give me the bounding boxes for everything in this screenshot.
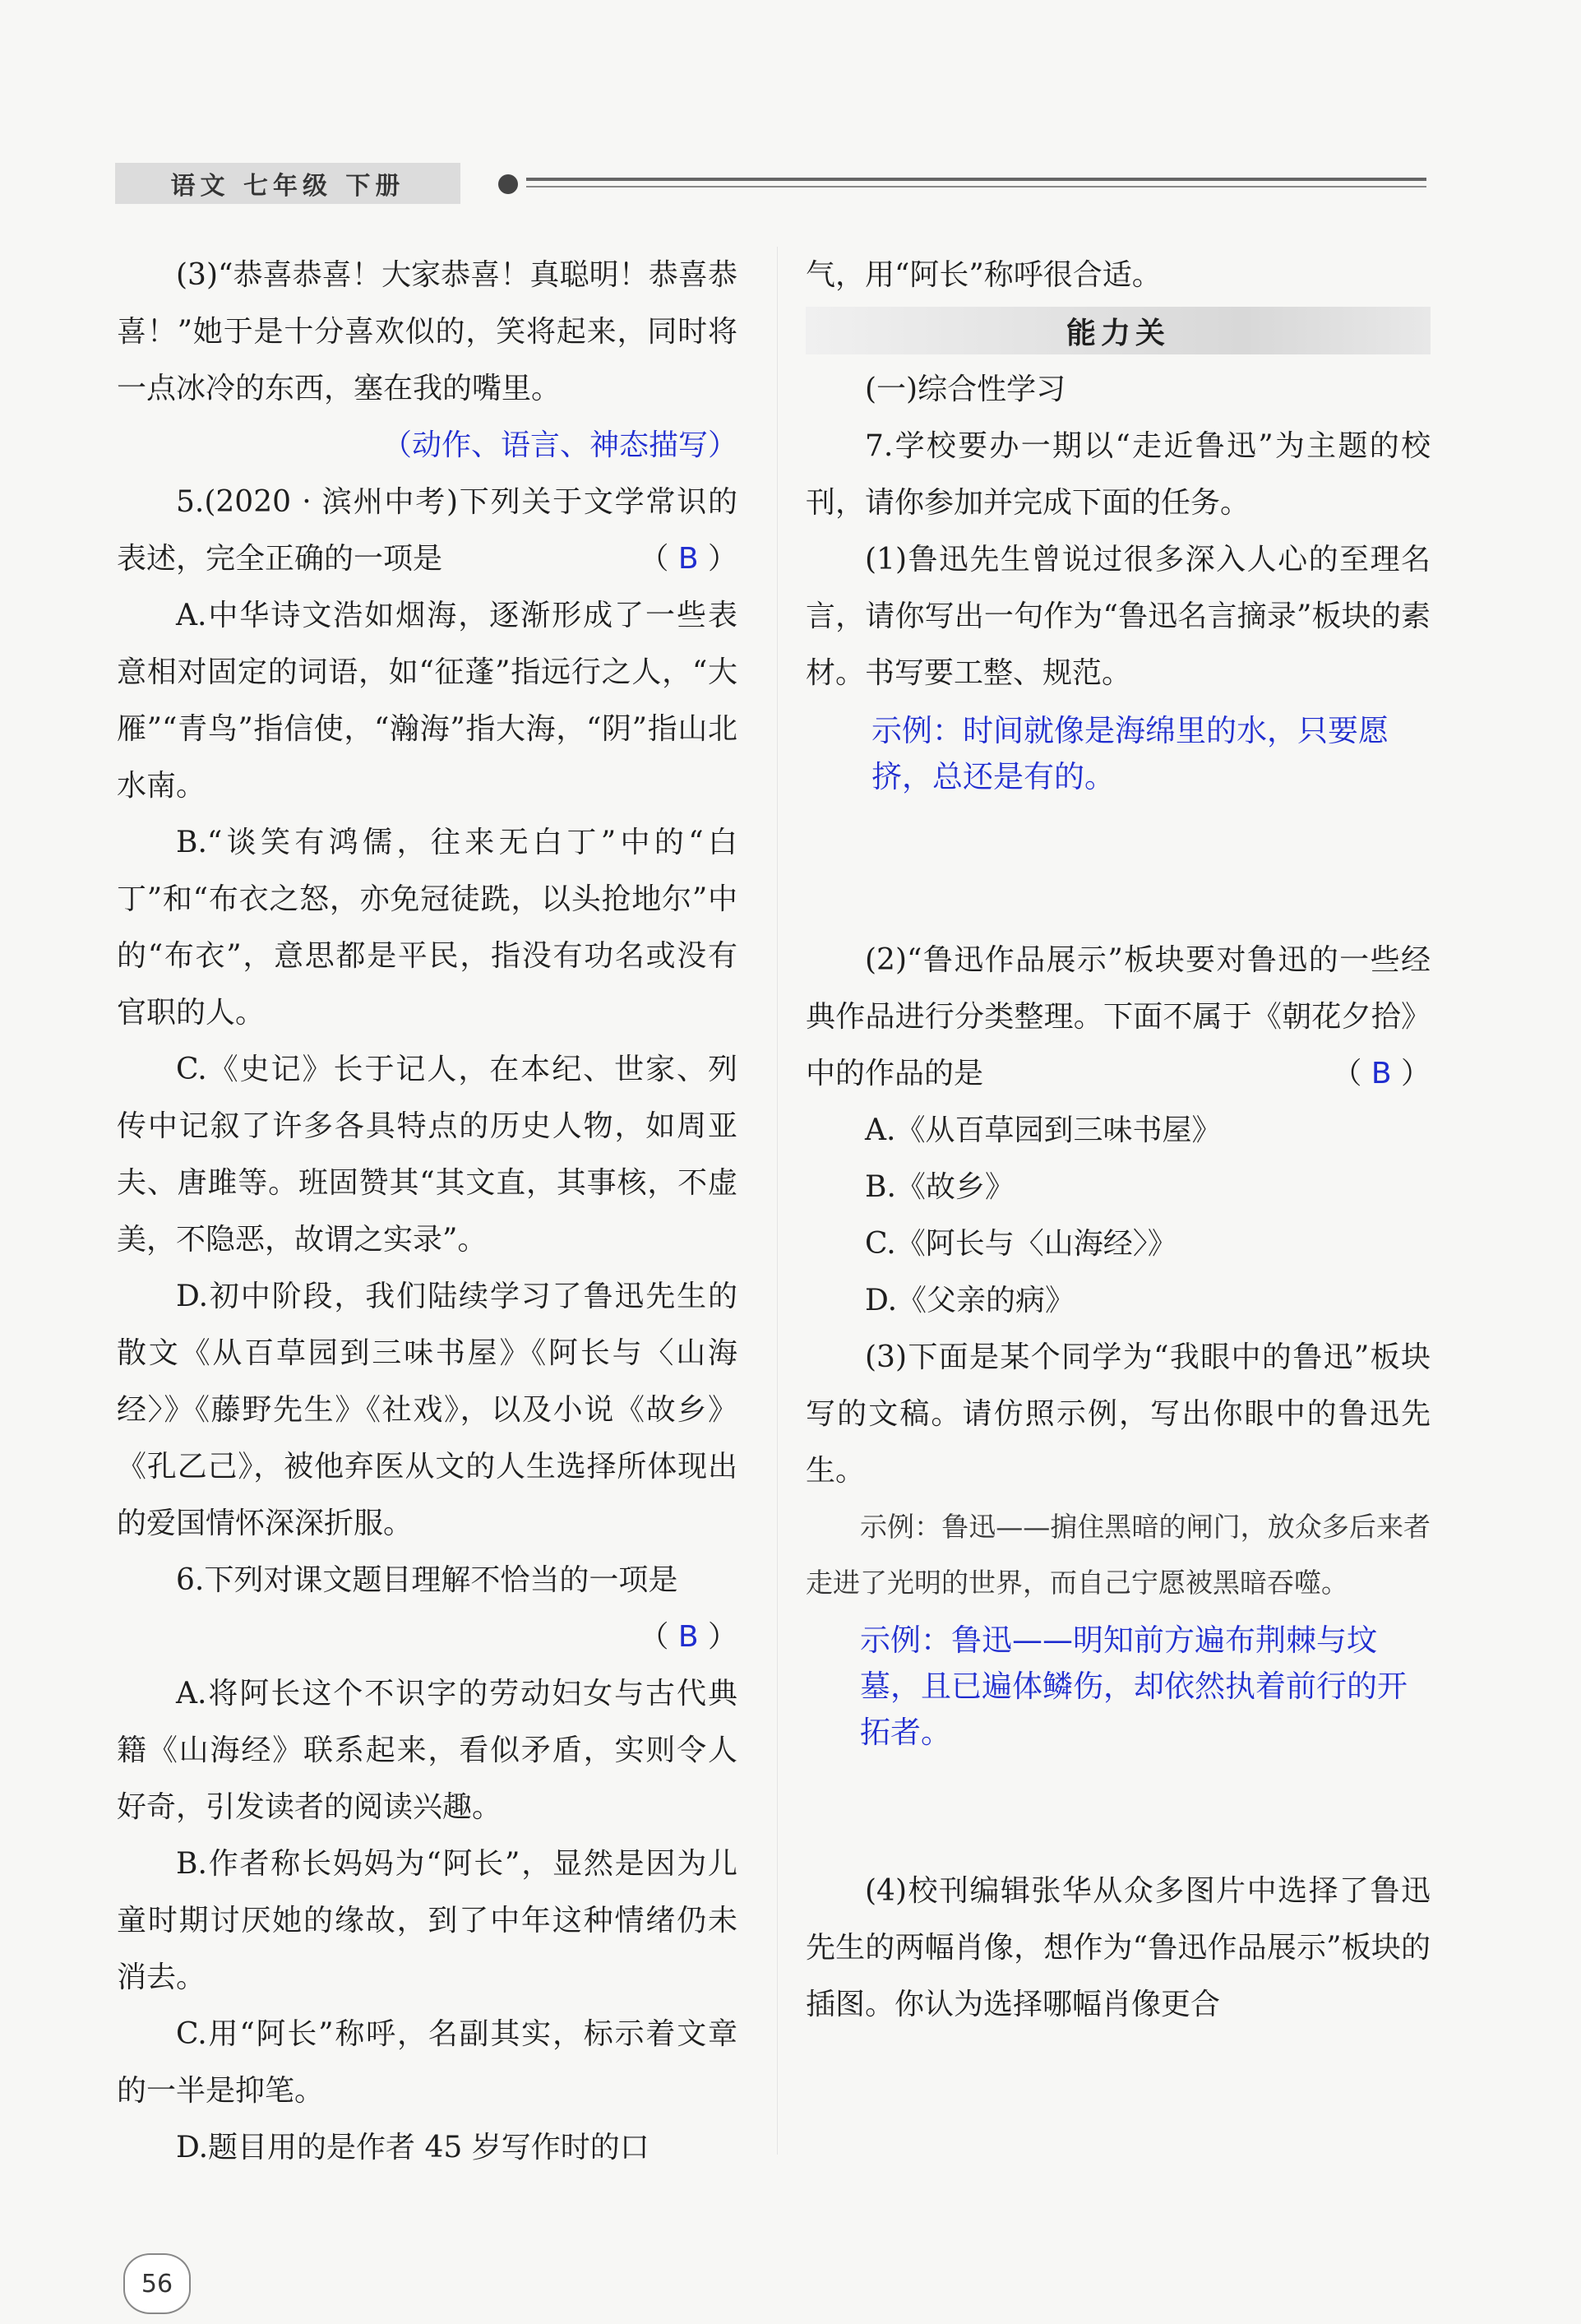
answer-bracket-5	[580, 530, 737, 587]
question-7: 7.学校要办一期以“走近鲁迅”为主题的校刊，请你参加并完成下面的任务。	[806, 429, 1431, 520]
header-dot	[498, 174, 518, 194]
answer-5: B	[677, 542, 699, 576]
header-banner	[115, 163, 460, 204]
subsection-title: (一)综合性学习	[865, 373, 1066, 406]
header-title: 语文 七年级 下册	[170, 172, 405, 201]
question-7-4: (4)校刊编辑张华从众多图片中选择了鲁迅先生的两幅肖像，想作为“鲁迅作品展示”板块的插图。你认为选择哪幅肖像更合	[806, 1874, 1431, 2021]
option-7-2a: A.《从百草园到三味书屋》	[865, 1113, 1222, 1147]
left-column	[117, 247, 737, 2176]
option-5b: B.“谈笑有鸿儒，往来无白丁”中的“白丁”和“布衣之怒，亦免冠徒跣，以头抢地尔”中的“布衣”，意思都是平民，指没有功名或没有官职的人。	[117, 826, 737, 1030]
question-7-2	[806, 932, 1431, 1102]
option-5c: C.《史记》长于记人，在本纪、世家、列传中记叙了许多各具特点的历史人物，如周亚夫、唐雎等。班固赞其“其文直，其事核，不虚美，不隐恶，故谓之实录”。	[117, 1053, 737, 1257]
option-6c: C.用“阿长”称呼，名副其实，标示着文章的一半是抑笔。	[117, 2017, 737, 2108]
option-6a: A.将阿长这个不识字的劳动妇女与古代典籍《山海经》联系起来，看似矛盾，实则令人好奇，引发读者的阅读兴趣。	[117, 1677, 737, 1824]
question-7-1: (1)鲁迅先生曾说过很多深入人心的至理名言，请你写出一句作为“鲁迅名言摘录”板块的素材。书写要工整、规范。	[806, 543, 1431, 690]
option-7-2c: C.《阿长与〈山海经〉》	[865, 1227, 1177, 1261]
header-rule	[526, 178, 1426, 181]
page-number: 56	[123, 2253, 191, 2314]
answer-7-2: B	[1371, 1057, 1392, 1090]
section-banner	[806, 307, 1431, 354]
answer-6: B	[677, 1620, 699, 1654]
answer-passage-3: （动作、语言、神态描写）	[381, 428, 737, 462]
answer-bracket-7-2	[1273, 1045, 1431, 1102]
bracket-open: （	[639, 542, 669, 576]
header-rule-thin	[526, 186, 1426, 187]
bracket-open: （	[639, 1620, 669, 1654]
option-6b: B.作者称长妈妈为“阿长”，显然是因为儿童时期讨厌她的缘故，到了中年这种情绪仍未消去。	[117, 1847, 737, 1994]
bracket-close: ）	[1400, 1057, 1431, 1090]
section-title: 能力关	[1066, 316, 1170, 350]
option-5a: A.中华诗文浩如烟海，逐渐形成了一些表意相对固定的词语，如“征蓬”指远行之人，“大雁”“青鸟”指信使，“瀚海”指大海，“阴”指山北水南。	[117, 599, 737, 803]
passage-3: (3)“恭喜恭喜！大家恭喜！真聪明！恭喜恭喜！”她于是十分喜欢似的，笑将起来，同时将一点冰冷的东西，塞在我的嘴里。	[117, 258, 737, 405]
bracket-open: （	[1332, 1057, 1362, 1090]
answer-7-1: 示例：时间就像是海绵里的水，只要愿挤，总还是有的。	[871, 713, 1389, 794]
question-5	[117, 474, 737, 587]
option-7-2d: D.《父亲的病》	[865, 1284, 1075, 1317]
answer-space	[806, 800, 1431, 932]
answer-7-3: 示例：鲁迅——明知前方遍布荆棘与坟墓，且已遍体鳞伤，却依然执着前行的开拓者。	[860, 1623, 1408, 1750]
question-6: 6.下列对课文题目理解不恰当的一项是	[176, 1563, 678, 1597]
bracket-close: ）	[707, 542, 737, 576]
option-6d-continued: 气，用“阿长”称呼很合适。	[806, 258, 1162, 292]
question-7-3: (3)下面是某个同学为“我眼中的鲁迅”板块写的文稿。请仿照示例，写出你眼中的鲁迅先生。	[806, 1340, 1431, 1488]
right-column	[806, 247, 1431, 2033]
option-7-2b: B.《故乡》	[865, 1170, 1015, 1204]
answer-space-2	[806, 1756, 1431, 1863]
question-7-2-text: (2)“鲁迅作品展示”板块要对鲁迅的一些经典作品进行分类整理。下面不属于《朝花夕拾》中的作品的是	[806, 943, 1431, 1090]
option-5d: D.初中阶段，我们陆续学习了鲁迅先生的散文《从百草园到三味书屋》《阿长与〈山海经〉》《藤野先生》《社戏》，以及小说《故乡》《孔乙己》，被他弃医从文的人生选择所体现出的爱国情怀深深折服。	[117, 1280, 737, 1540]
bracket-close: ）	[707, 1620, 737, 1654]
column-divider	[777, 247, 778, 2155]
option-6d: D.题目用的是作者 45 岁写作时的口	[176, 2131, 650, 2164]
question-5-text: 5.(2020 · 滨州中考)下列关于文学常识的表述，完全正确的一项是	[117, 485, 737, 576]
example-7-3: 示例：鲁迅——掮住黑暗的闸门，放众多后来者走进了光明的世界，而自己宁愿被黑暗吞噬。	[806, 1511, 1431, 1599]
answer-bracket-6	[117, 1609, 737, 1665]
